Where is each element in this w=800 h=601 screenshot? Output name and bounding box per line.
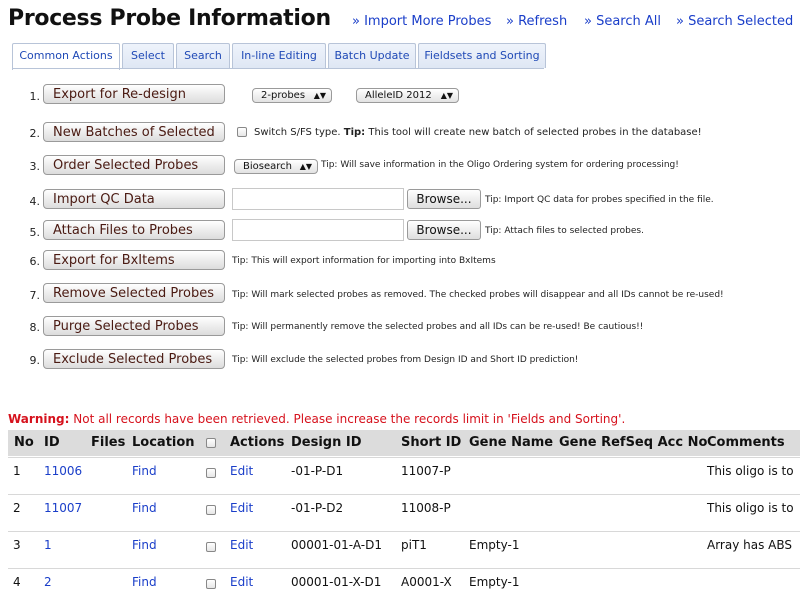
order-probes-button[interactable]: Order Selected Probes — [43, 155, 225, 175]
cell-id-link[interactable]: 11006 — [44, 464, 83, 478]
table-header — [8, 430, 800, 456]
action-number: 4. — [29, 195, 40, 208]
cell-edit-link[interactable]: Edit — [230, 464, 254, 478]
row-checkbox[interactable] — [206, 579, 216, 589]
tab-fieldsets-sorting[interactable]: Fieldsets and Sorting — [418, 43, 546, 68]
attach-files-button[interactable]: Attach Files to Probes — [43, 220, 225, 240]
cell-id-link[interactable]: 1 — [44, 538, 52, 552]
search-all-link[interactable]: » Search All — [584, 14, 661, 29]
col-actions[interactable]: Actions — [230, 435, 285, 450]
cell-design-id: 00001-01-X-D1 — [291, 575, 382, 589]
tab-batch-update[interactable]: Batch Update — [328, 43, 416, 68]
cell-find-link[interactable]: Find — [132, 501, 157, 515]
table-row — [8, 531, 800, 568]
search-selected-link[interactable]: » Search Selected — [676, 14, 794, 29]
export-redesign-button[interactable]: Export for Re-design — [43, 84, 225, 104]
cell-edit-link[interactable]: Edit — [230, 575, 254, 589]
page-title: Process Probe Information — [8, 6, 331, 31]
import-more-probes-link[interactable]: » Import More Probes — [352, 14, 492, 29]
tip-text: This tool will create new batch of selected probes in the database! — [368, 127, 702, 138]
cell-comments: Array has ABS — [707, 538, 793, 552]
qc-file-input[interactable] — [232, 188, 404, 210]
qc-browse-button[interactable]: Browse... — [407, 189, 481, 209]
tip-text: Tip: Attach files to selected probes. — [485, 226, 644, 236]
tip-text: Tip: This will export information for importing into BxItems — [232, 256, 496, 266]
switch-sfs-text: Switch S/FS type. — [254, 127, 341, 138]
warning-message — [8, 412, 625, 426]
vendor-select-value: Biosearch — [243, 161, 292, 172]
cell-no: 2 — [13, 501, 21, 515]
probes-select-value: 2-probes — [261, 90, 306, 101]
col-design-id[interactable]: Design ID — [291, 435, 362, 450]
col-no[interactable]: No — [14, 435, 34, 450]
tab-common-actions[interactable]: Common Actions — [12, 43, 120, 70]
refresh-link[interactable]: » Refresh — [506, 14, 568, 29]
cell-edit-link[interactable]: Edit — [230, 501, 254, 515]
action-number: 9. — [29, 354, 40, 367]
select-all-checkbox[interactable] — [206, 438, 216, 448]
row-checkbox[interactable] — [206, 505, 216, 515]
switch-sfs-checkbox[interactable] — [237, 127, 247, 137]
cell-find-link[interactable]: Find — [132, 464, 157, 478]
tab-divider — [12, 68, 544, 69]
export-bxitems-button[interactable]: Export for BxItems — [43, 250, 225, 270]
action-number: 8. — [29, 321, 40, 334]
action-number: 5. — [29, 226, 40, 239]
action-number: 7. — [29, 289, 40, 302]
col-gene-refseq[interactable]: Gene RefSeq Acc No — [559, 435, 708, 450]
action-number: 2. — [29, 127, 40, 140]
cell-comments: This oligo is to — [707, 501, 794, 515]
row-checkbox[interactable] — [206, 468, 216, 478]
row-checkbox[interactable] — [206, 542, 216, 552]
col-location[interactable]: Location — [132, 435, 195, 450]
import-qc-button[interactable]: Import QC Data — [43, 189, 225, 209]
cell-design-id: -01-P-D2 — [291, 501, 344, 515]
table-row — [8, 494, 800, 531]
tip-bold-label: Tip: — [343, 127, 366, 138]
probes-select[interactable] — [252, 88, 332, 103]
cell-short-id: A0001-X — [401, 575, 452, 589]
vendor-select[interactable] — [234, 159, 318, 174]
tip-text: Tip: Will save information in the Oligo Ordering system for ordering processing! — [321, 160, 679, 170]
switch-sfs-label — [254, 127, 702, 138]
tab-inline-editing[interactable]: In-line Editing — [232, 43, 326, 68]
table-row — [8, 457, 800, 494]
cell-design-id: 00001-01-A-D1 — [291, 538, 382, 552]
col-id[interactable]: ID — [44, 435, 60, 450]
new-batches-button[interactable]: New Batches of Selected — [43, 122, 225, 142]
tip-text: Tip: Import QC data for probes specified in the file. — [485, 195, 714, 205]
warning-label: Warning: — [8, 412, 70, 426]
design-tool-select[interactable] — [356, 88, 459, 103]
cell-short-id: 11008-P — [401, 501, 451, 515]
tip-text: Tip: Will mark selected probes as removed. The checked probes will disappear and all IDs cannot be re-used! — [232, 290, 724, 300]
cell-id-link[interactable]: 11007 — [44, 501, 83, 515]
attach-file-input[interactable] — [232, 219, 404, 241]
cell-gene-name: Empty-1 — [469, 575, 520, 589]
cell-no: 4 — [13, 575, 21, 589]
cell-gene-name: Empty-1 — [469, 538, 520, 552]
tip-text: Tip: Will permanently remove the selected probes and all IDs can be re-used! Be cautious!! — [232, 322, 644, 332]
cell-no: 1 — [13, 464, 21, 478]
select-arrow-icon: ▲▼ — [313, 91, 326, 100]
action-number: 3. — [29, 160, 40, 173]
action-number: 1. — [29, 90, 40, 103]
col-comments[interactable]: Comments — [707, 435, 785, 450]
attach-browse-button[interactable]: Browse... — [407, 220, 481, 240]
select-arrow-icon: ▲▼ — [299, 162, 312, 171]
cell-comments: This oligo is to — [707, 464, 794, 478]
cell-edit-link[interactable]: Edit — [230, 538, 254, 552]
design-tool-select-value: AlleleID 2012 — [365, 90, 432, 101]
cell-short-id: 11007-P — [401, 464, 451, 478]
tab-select[interactable]: Select — [122, 43, 174, 68]
col-short-id[interactable]: Short ID — [401, 435, 462, 450]
cell-design-id: -01-P-D1 — [291, 464, 344, 478]
cell-no: 3 — [13, 538, 21, 552]
select-arrow-icon: ▲▼ — [440, 91, 453, 100]
cell-find-link[interactable]: Find — [132, 575, 157, 589]
exclude-probes-button[interactable]: Exclude Selected Probes — [43, 349, 225, 369]
col-gene-name[interactable]: Gene Name — [469, 435, 554, 450]
cell-find-link[interactable]: Find — [132, 538, 157, 552]
tip-text: Tip: Will exclude the selected probes from Design ID and Short ID prediction! — [232, 355, 579, 365]
cell-short-id: piT1 — [401, 538, 427, 552]
remove-probes-button[interactable]: Remove Selected Probes — [43, 283, 225, 303]
action-number: 6. — [29, 255, 40, 268]
col-files[interactable]: Files — [91, 435, 126, 450]
warning-text: Not all records have been retrieved. Please increase the records limit in 'Fields and Sorting'. — [73, 412, 626, 426]
tab-search[interactable]: Search — [176, 43, 230, 68]
cell-id-link[interactable]: 2 — [44, 575, 52, 589]
table-row — [8, 568, 800, 601]
purge-probes-button[interactable]: Purge Selected Probes — [43, 316, 225, 336]
